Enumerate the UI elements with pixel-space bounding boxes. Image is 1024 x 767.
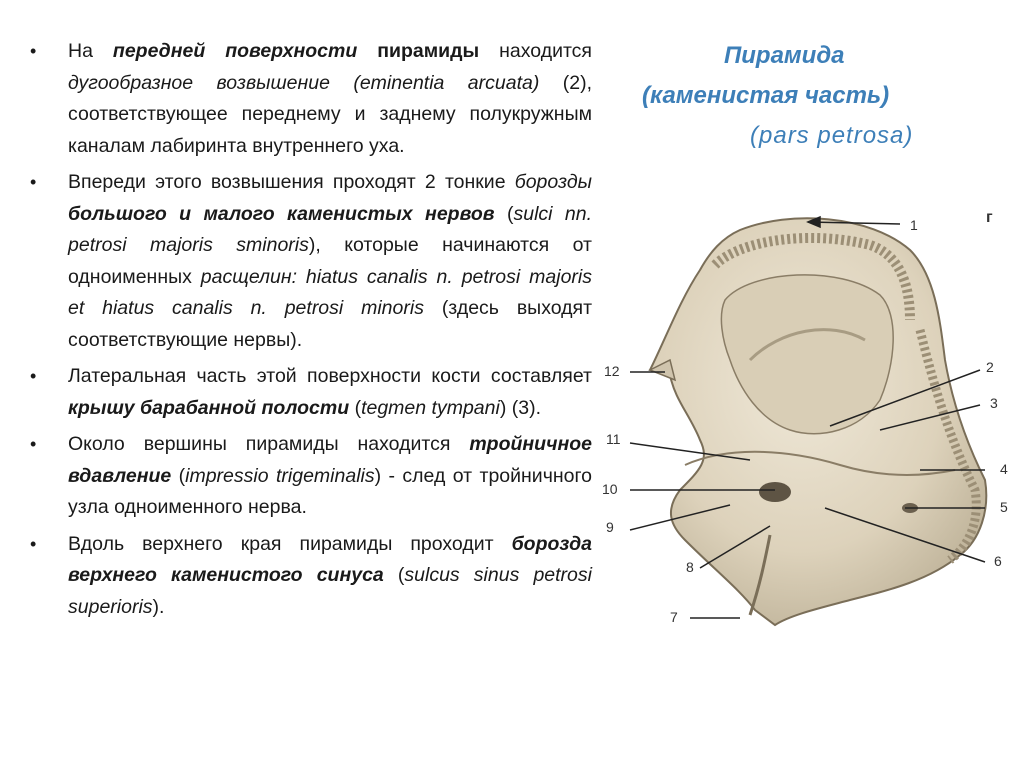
bullet-text-run: ), которые начинаются от одноименных (68, 234, 592, 288)
title-line-1: Пирамида (724, 42, 845, 69)
bullet-text-run: большого и малого каменистых нервов (68, 202, 495, 225)
bullet-text-run: ( (383, 564, 405, 586)
bullet-item (30, 167, 592, 356)
label-3: 3 (990, 395, 998, 411)
bullet-text-run: sulcus sinus petrosi superioris (68, 564, 592, 618)
bullet-text-run: sulci nn. petrosi majoris sminoris (68, 202, 592, 256)
slide-title (600, 36, 1020, 156)
label-11: 11 (606, 431, 621, 447)
label-10: 10 (602, 481, 618, 497)
bullet-item (30, 361, 592, 424)
label-9: 9 (606, 519, 614, 535)
title-line-3-latin: (pars petrosa) (750, 122, 914, 149)
label-4: 4 (1000, 461, 1008, 477)
label-7: 7 (670, 609, 678, 625)
bullet-text-run: находится (479, 40, 592, 62)
bullet-text-run: impressio trigeminalis (185, 464, 375, 487)
bullet-text-run: ). (152, 595, 165, 618)
bullet-text-run: ( (171, 464, 186, 487)
label-5: 5 (1000, 499, 1008, 515)
bullet-text-run: тройничное вдавление (68, 433, 592, 487)
bullet-text-run: пирамиды (377, 40, 480, 62)
title-line-2: (каменистая часть) (642, 82, 890, 109)
label-2: 2 (986, 359, 994, 375)
bullet-text-run: (здесь выходят соответствующие нервы). (68, 297, 593, 351)
figure-corner-letter: г (986, 209, 993, 226)
bullet-text-run: борозда верхнего каменистого синуса (68, 532, 592, 586)
bullet-marker: • (30, 434, 37, 454)
bullet-text-run: Вдоль верхнего края пирамиды проходит (68, 532, 512, 555)
bullet-text-run: дугообразное возвышение (eminentia arcuata) (68, 71, 540, 94)
bullet-text-run: (2), соответствующее переднему и заднему полукружным каналам лабиринта внутреннего уха. (68, 71, 592, 157)
bullet-text-run: tegmen tympani (361, 396, 500, 419)
bullet-list (30, 36, 592, 628)
bullet-marker: • (30, 533, 37, 554)
bullet-item (30, 36, 592, 162)
bullet-text-run: расщелин: hiatus canalis n. petrosi majoris et hiatus canalis n. petrosi minoris (68, 265, 592, 319)
label-6: 6 (994, 553, 1002, 569)
label-12: 12 (604, 363, 620, 379)
bullet-marker: • (30, 366, 37, 386)
bullet-text-run: передней поверхности (112, 40, 358, 62)
bullet-item (30, 529, 592, 624)
bullet-text-run: На (68, 40, 113, 62)
bullet-text-run: борозды (514, 171, 592, 193)
bullet-text-run: ( (494, 202, 514, 225)
bullet-text-run: Впереди этого возвышения проходят 2 тонкие (68, 171, 515, 193)
label-8: 8 (686, 559, 694, 575)
bullet-text-run: ) (3). (499, 396, 541, 419)
bullet-text-run: ( (349, 396, 362, 419)
bullet-marker: • (30, 41, 37, 61)
bullet-text-run: Около вершины пирамиды находится (68, 433, 470, 455)
petrous-bone-figure (590, 190, 1020, 640)
bullet-item (30, 429, 592, 524)
bullet-text-run: Латеральная часть этой поверхности кости составляет (68, 365, 592, 387)
bullet-text-run: ) - след от тройничного узла одноименного нерва. (68, 464, 592, 518)
bullet-text-run: крышу барабанной полости (68, 396, 350, 419)
bullet-marker: • (30, 172, 37, 192)
hiatus-opening (759, 482, 791, 502)
label-1: 1 (910, 217, 918, 233)
bullet-text-run (357, 40, 377, 62)
